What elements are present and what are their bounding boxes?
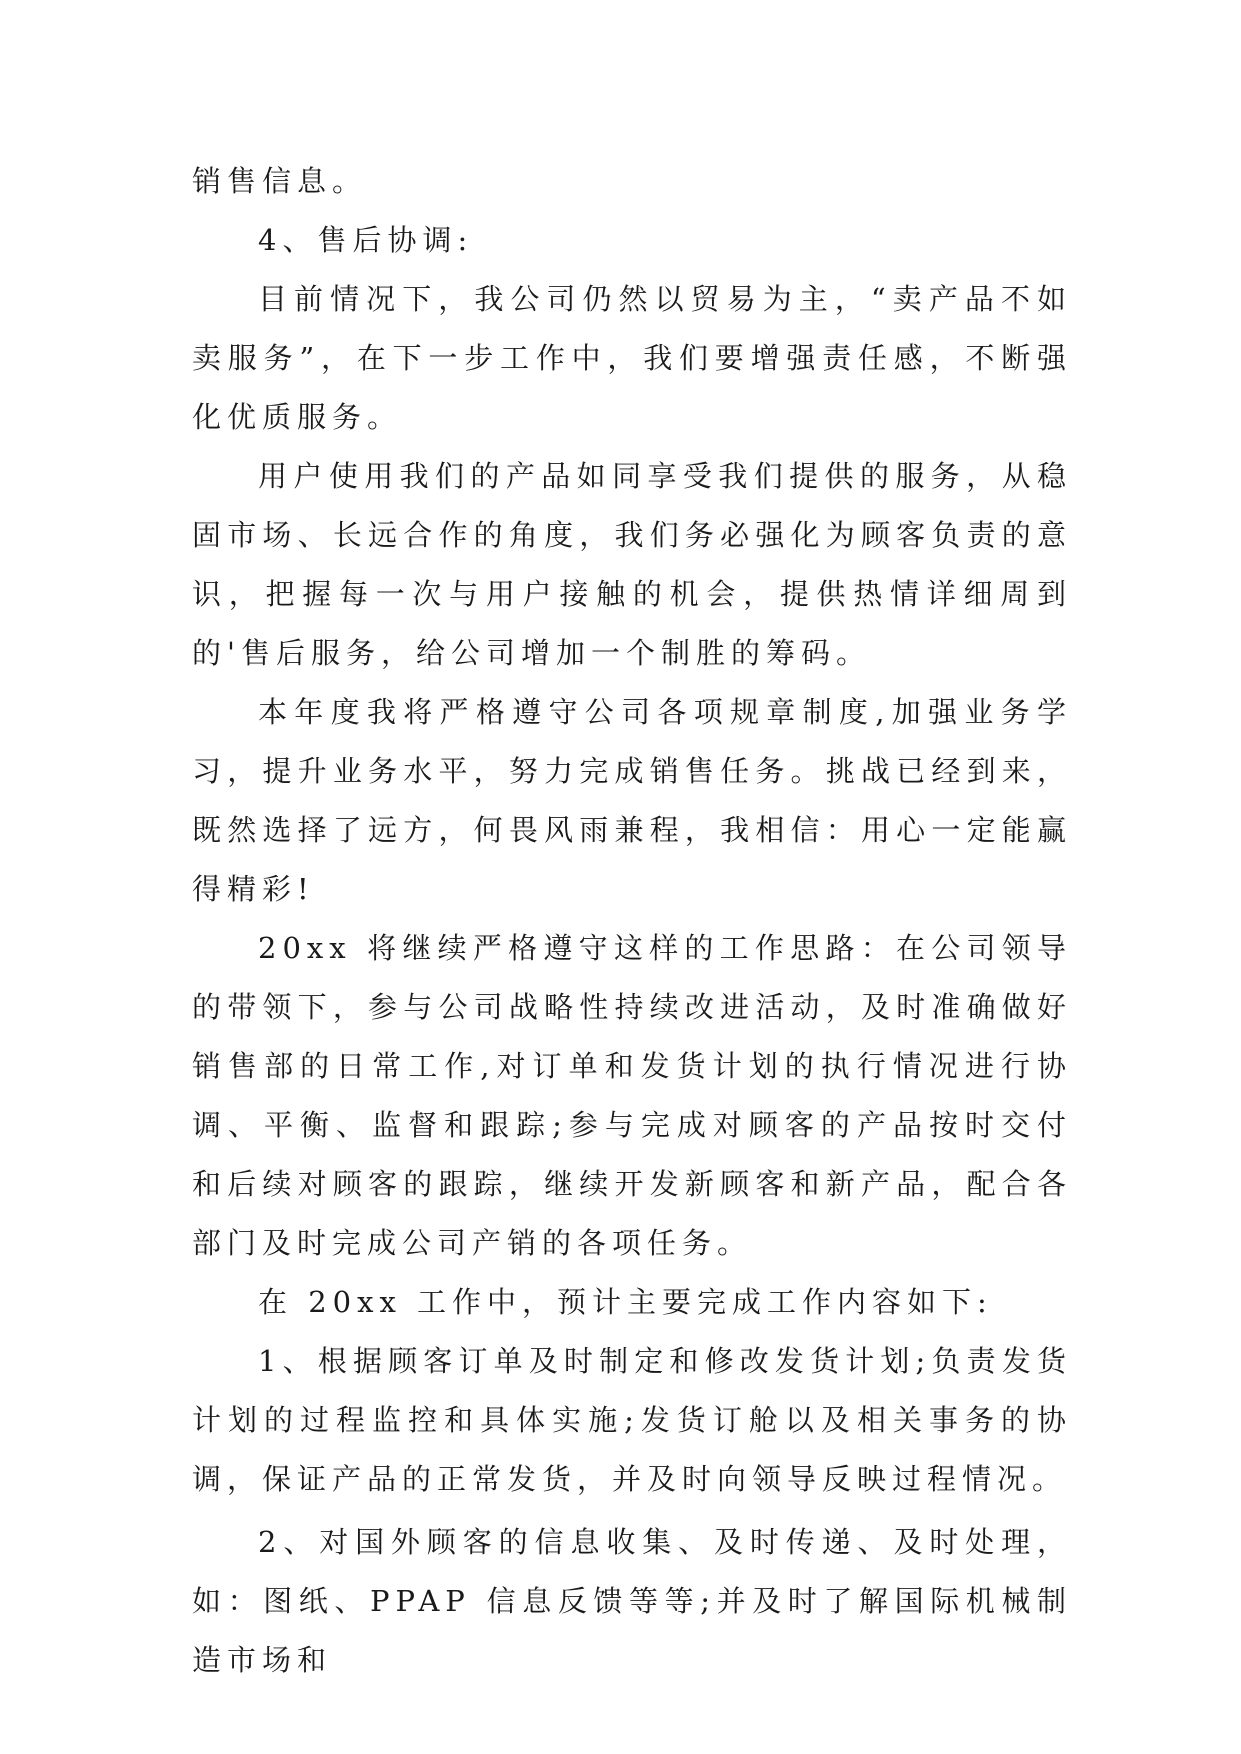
list-item-foreign-customer-info: 2、对国外顾客的信息收集、及时传递、及时处理，如：图纸、PPAP 信息反馈等等;并及时了解国际机械制造市场和 xyxy=(192,1525,1072,1677)
paragraph-customer-service: 用户使用我们的产品如同享受我们提供的服务，从稳固市场、长远合作的角度，我们务必强化为顾客负责的意识，把握每一次与用户接触的机会，提供热情详细周到的'售后服务，给公司增加一个制胜的筹码。 xyxy=(192,459,1072,670)
list-item-shipping-plan: 1、根据顾客订单及时制定和修改发货计划;负责发货计划的过程监控和具体实施;发货订舱以及相关事务的协调，保证产品的正常发货，并及时向领导反映过程情况。 xyxy=(192,1344,1072,1496)
paragraph-current-situation: 目前情况下，我公司仍然以贸易为主，“卖产品不如卖服务”，在下一步工作中，我们要增强责任感，不断强化优质服务。 xyxy=(192,282,1072,434)
paragraph-sales-info-tail: 销售信息。 xyxy=(192,164,368,198)
paragraph-work-approach: 20xx 将继续严格遵守这样的工作思路：在公司领导的带领下，参与公司战略性持续改进活动，及时准确做好销售部的日常工作,对订单和发货计划的执行情况进行协调、平衡、监督和跟踪;参与完成对顾客的产品按时交付和后续对顾客的跟踪，继续开发新顾客和新产品，配合各部门及时完成公司产销的各项任务。 xyxy=(192,931,1072,1260)
paragraph-annual-commitment: 本年度我将严格遵守公司各项规章制度,加强业务学习，提升业务水平，努力完成销售任务。挑战已经到来，既然选择了远方，何畏风雨兼程，我相信：用心一定能赢得精彩! xyxy=(192,695,1072,906)
heading-after-sales-coordination: 4、售后协调: xyxy=(258,223,474,257)
paragraph-work-plan-intro: 在 20xx 工作中，预计主要完成工作内容如下: xyxy=(258,1285,993,1319)
document-body xyxy=(192,152,1072,1690)
